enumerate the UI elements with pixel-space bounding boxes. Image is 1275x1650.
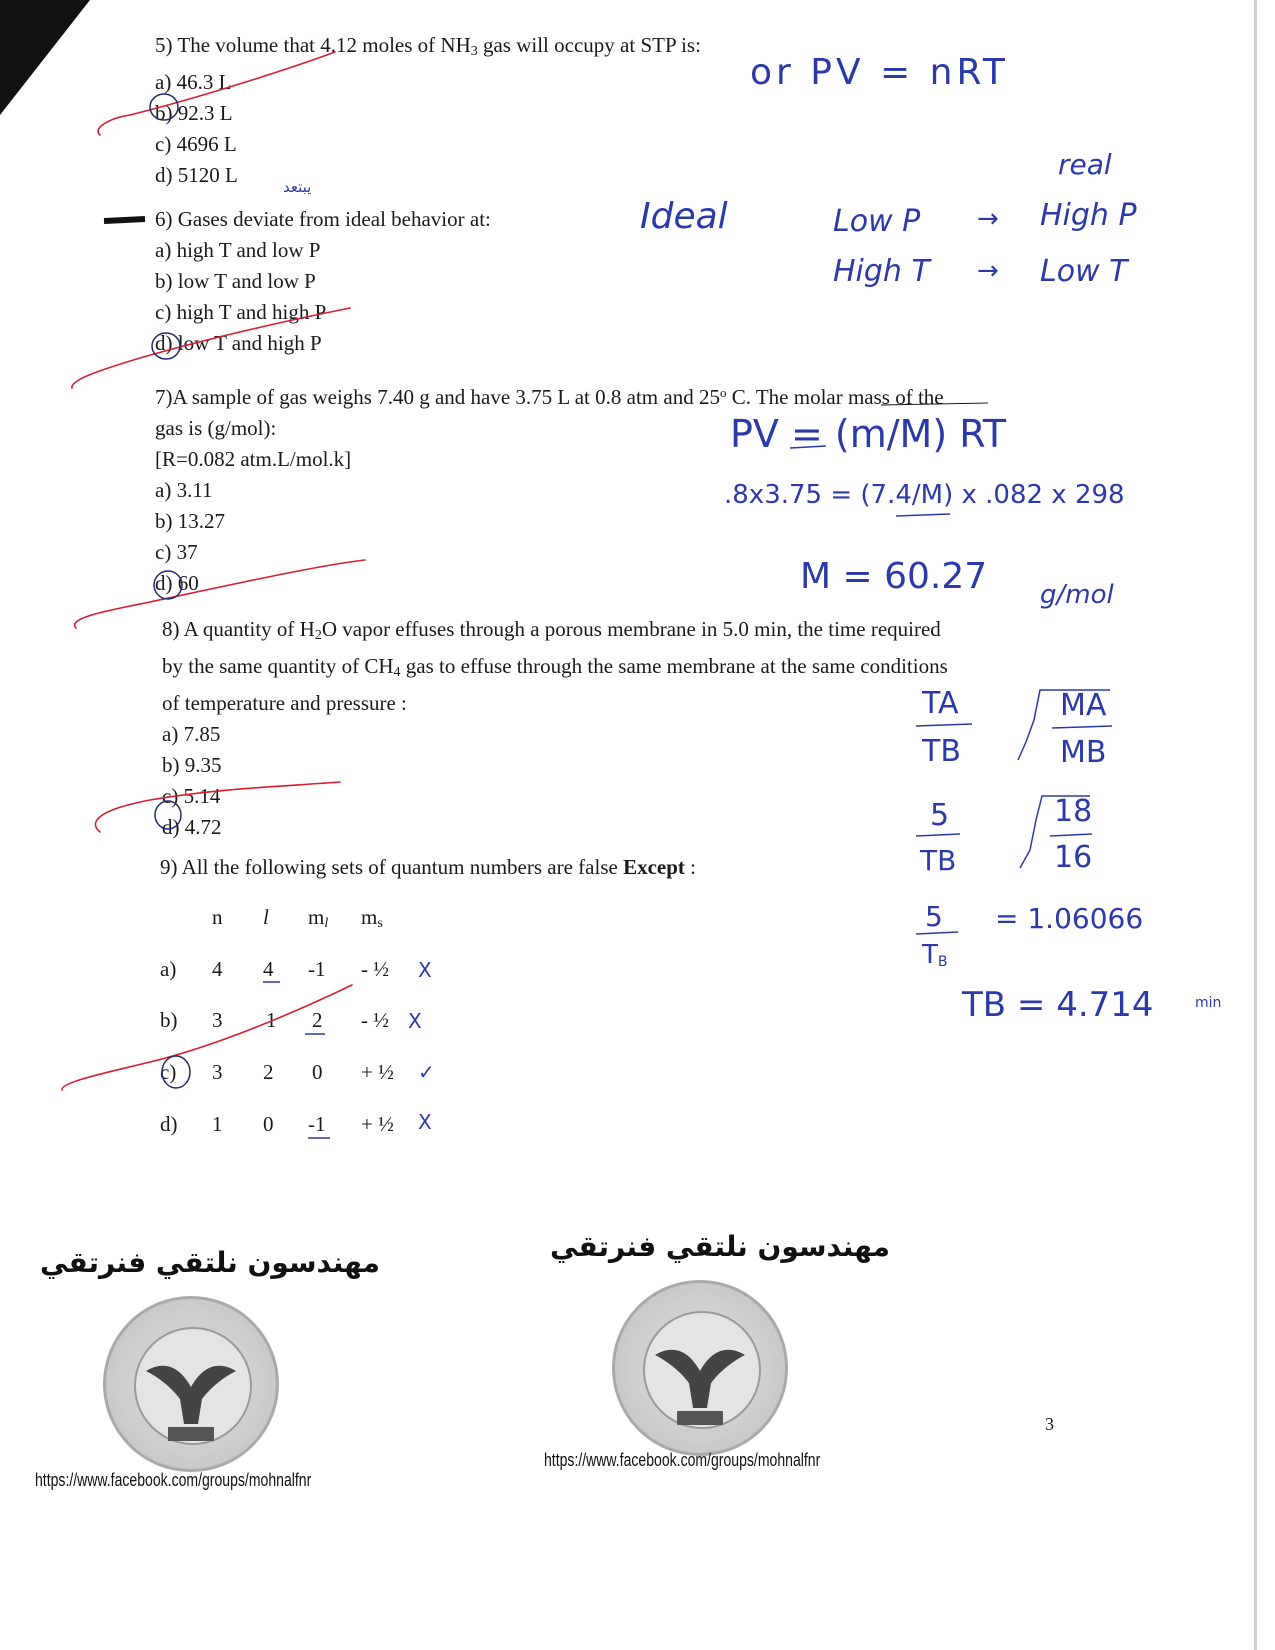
eagle-icon-left xyxy=(106,1299,276,1469)
q8-option-c: c) 5.14 xyxy=(162,784,221,808)
q9-row-a-l: 4 xyxy=(263,957,274,981)
q9-header-l: l xyxy=(263,905,269,929)
hw-q8-five: 5 xyxy=(930,798,950,833)
q8-h2o-subscript: 2 xyxy=(314,628,322,643)
hw-q8-tb-2: TB xyxy=(920,844,957,877)
hw-q7-eq1: PV = (m/M) RT xyxy=(730,412,1007,456)
q7-option-a: a) 3.11 xyxy=(155,478,213,502)
hw-q8-frac-ta-tb xyxy=(916,724,972,726)
q8-ch4-subscript: 4 xyxy=(393,665,401,680)
q7-stem-line-2: gas is (g/mol): xyxy=(155,416,277,440)
hw-q6-arrow-1: → xyxy=(977,204,999,234)
hw-q7-unit: g/mol xyxy=(1040,580,1114,610)
hw-q8-eighteen: 18 xyxy=(1054,794,1093,829)
hw-q8-sixteen: 16 xyxy=(1054,840,1093,875)
hw-q8-frac-ma-mb xyxy=(1052,726,1112,728)
hw-frac-bar-2 xyxy=(896,514,950,516)
question-6-stem: 6) Gases deviate from ideal behavior at: xyxy=(155,207,491,231)
q8-stem-line-3: of temperature and pressure : xyxy=(162,691,407,715)
hw-q8-frac-5-tb-2 xyxy=(916,932,958,934)
q8-line2b: gas to effuse through the same membrane at the same conditions xyxy=(400,654,948,678)
hw-q8-ta: TA xyxy=(922,686,959,721)
hw-q8-result: TB = 4.714 xyxy=(962,985,1154,1025)
q5-stem-text: 5) The volume that 4.12 moles of NH xyxy=(155,33,471,57)
q8-option-d: d) 4.72 xyxy=(162,815,222,839)
q9-row-c-n: 3 xyxy=(212,1060,223,1084)
q9-row-b-ms: - ½ xyxy=(361,1008,389,1032)
hw-q6-high-t: High T xyxy=(833,254,930,289)
hw-q8-mb: MB xyxy=(1060,735,1107,770)
q5-option-b: b) 92.3 L xyxy=(155,101,233,125)
hw-q8-ma: MA xyxy=(1060,688,1107,723)
hw-q5-formula: or PV = nRT xyxy=(750,52,1009,93)
hw-q8-frac-5-tb xyxy=(916,834,960,836)
q5-stem-end: gas will occupy at STP is: xyxy=(477,33,701,57)
q8-option-a: a) 7.85 xyxy=(162,722,221,746)
q9-row-a-ml: -1 xyxy=(308,957,326,981)
page-number: 3 xyxy=(1045,1414,1054,1434)
q7-line1a: 7)A sample of gas weighs 7.40 g and have 3.75 L at 0.8 atm and 25 xyxy=(155,385,720,409)
q9-row-d-l: 0 xyxy=(263,1112,274,1136)
q5-option-c: c) 4696 L xyxy=(155,132,237,156)
hw-q6-high-p: High P xyxy=(1040,198,1137,233)
hw-q9-mark-b: X xyxy=(408,1009,422,1033)
hw-q8-tb: TB xyxy=(922,734,961,769)
q6-option-b: b) low T and low P xyxy=(155,269,316,293)
hw-q8-tb-3: $T_B$ xyxy=(922,940,948,970)
q7-stem-line-3: [R=0.082 atm.L/mol.k] xyxy=(155,447,352,471)
q8-line2a: by the same quantity of CH xyxy=(162,654,394,678)
q7-degree-sup: o xyxy=(719,385,727,400)
q9-header-ms-sub: s xyxy=(377,916,383,931)
q9-row-b-ml: 2 xyxy=(312,1008,323,1032)
q9-header-ml-base: m xyxy=(308,905,325,929)
hw-q9-mark-a: X xyxy=(418,958,432,982)
q9-header-n: n xyxy=(212,905,223,929)
q8-red-tick xyxy=(95,782,340,832)
q9-row-b-n: 3 xyxy=(212,1008,223,1032)
q7-option-b: b) 13.27 xyxy=(155,509,225,533)
q5-option-d: d) 5120 L xyxy=(155,163,238,187)
hw-q6-low-p: Low P xyxy=(833,204,921,239)
q9-row-d-ml: -1 xyxy=(308,1112,326,1136)
hw-q8-sqrt-1 xyxy=(1018,690,1110,760)
q9-row-d-n: 1 xyxy=(212,1112,223,1136)
hw-q6-ideal: Ideal xyxy=(640,196,728,237)
q8-line1a: 8) A quantity of H xyxy=(162,617,315,641)
q9-row-a-n: 4 xyxy=(212,957,223,981)
q5-stem-subscript: 3 xyxy=(470,44,478,59)
red-pen-marks xyxy=(62,52,365,1090)
q7-line1b: C. The molar mass of the xyxy=(726,385,944,409)
footer-url-left[interactable]: https://www.facebook.com/groups/mohnalfnr xyxy=(35,1470,312,1490)
hw-q9-mark-d: X xyxy=(418,1110,432,1134)
q8-line1b: O vapor effuses through a porous membrane in 5.0 min, the time required xyxy=(321,617,941,641)
hw-q8-frac-18-16 xyxy=(1050,834,1092,836)
q8-option-b: b) 9.35 xyxy=(162,753,222,777)
q9-row-d-label: d) xyxy=(160,1112,178,1136)
q9-row-c-l: 2 xyxy=(263,1060,274,1084)
hw-q7-eq3: M = 60.27 xyxy=(800,556,988,597)
hw-q6-real: real xyxy=(1058,148,1112,181)
q6-option-d: d) low T and high P xyxy=(155,331,322,355)
hw-q7-eq2: .8x3.75 = (7.4/M) x .082 x 298 xyxy=(724,480,1125,510)
q8-answer-circle xyxy=(155,801,181,829)
footer-url-right[interactable]: https://www.facebook.com/groups/mohnalfnr xyxy=(544,1450,821,1470)
q9-row-c-label: c) xyxy=(160,1060,177,1084)
answer-circles xyxy=(150,94,190,1088)
hw-q8-ratio: = 1.06066 xyxy=(995,902,1144,935)
q9-row-b-l: 1 xyxy=(266,1008,277,1032)
q6-red-tick xyxy=(72,308,350,388)
q6-dash-mark xyxy=(104,219,145,221)
q9-header-ml-sub: l xyxy=(324,916,329,931)
q6-answer-circle xyxy=(152,333,180,359)
q9-red-tick xyxy=(62,985,352,1090)
hw-q6-arabic-note: يبتعد xyxy=(283,178,312,196)
q9-row-c-ml: 0 xyxy=(312,1060,323,1084)
q7-red-tick xyxy=(75,560,365,628)
hw-q6-low-t: Low T xyxy=(1040,254,1128,289)
hw-q8-five-2: 5 xyxy=(925,900,943,933)
eagle-icon-right xyxy=(615,1283,785,1453)
q5-answer-circle xyxy=(150,94,178,120)
q7-answer-circle xyxy=(154,571,182,599)
q9-answer-circle xyxy=(162,1056,190,1088)
hw-frac-bar-1 xyxy=(790,446,826,448)
q9-row-a-ms: - ½ xyxy=(361,957,389,981)
q9-stem-text: 9) All the following sets of quantum numbers are false xyxy=(160,855,624,879)
q7-underline-molar-mass xyxy=(881,403,988,405)
q6-option-a: a) high T and low P xyxy=(155,238,321,262)
university-seal-left xyxy=(103,1296,279,1472)
footer-arabic-title-right: مهندسون نلتقي فنرتقي xyxy=(550,1230,890,1263)
q5-red-tick xyxy=(98,52,335,135)
hw-q8-sqrt-2 xyxy=(1020,794,1093,868)
q9-row-b-label: b) xyxy=(160,1008,178,1032)
q7-option-d: d) 60 xyxy=(155,571,199,595)
q7-option-c: c) 37 xyxy=(155,540,198,564)
hw-q6-arrow-2: → xyxy=(977,256,999,286)
q5-option-a: a) 46.3 L xyxy=(155,70,232,94)
footer-arabic-title-left: مهندسون نلتقي فنرتقي xyxy=(40,1246,380,1279)
q9-row-d-ms: + ½ xyxy=(361,1112,394,1136)
q9-row-a-label: a) xyxy=(160,957,177,981)
q9-stem-end: : xyxy=(684,855,696,879)
q6-option-c: c) high T and high P xyxy=(155,300,327,324)
blue-ink-lines xyxy=(104,183,1112,1138)
q9-row-c-ms: + ½ xyxy=(361,1060,394,1084)
q9-stem-bold: Except xyxy=(623,855,685,879)
q9-header-ms-base: m xyxy=(361,905,378,929)
hw-q8-unit: min xyxy=(1195,995,1222,1011)
university-seal-right xyxy=(612,1280,788,1456)
hw-q9-mark-c: ✓ xyxy=(418,1060,435,1084)
